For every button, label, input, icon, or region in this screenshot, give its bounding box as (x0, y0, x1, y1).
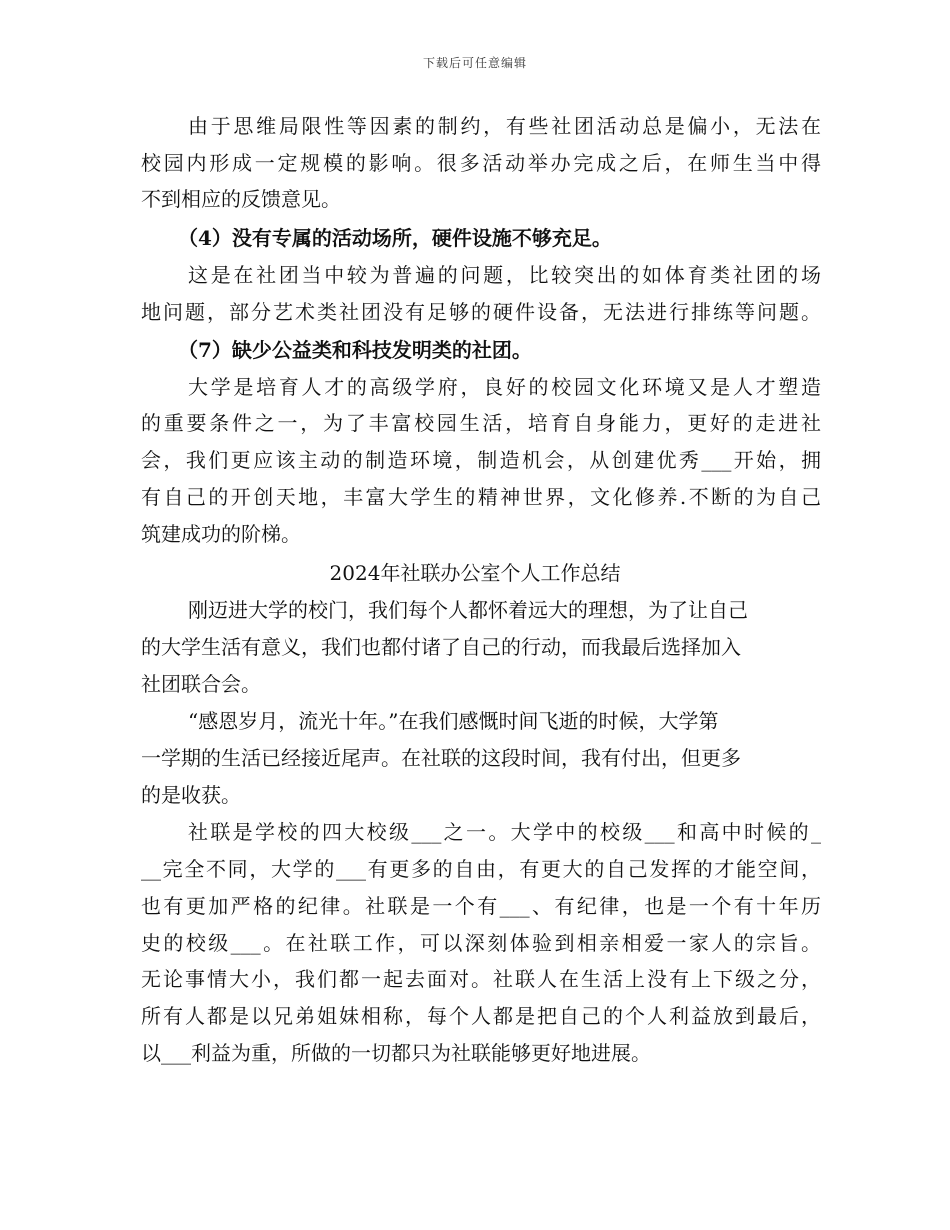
paragraph-line: 大学是培育人才的高级学府，良好的校园文化环境又是人才塑造 (188, 375, 821, 399)
paragraph-line: 一学期的生活已经接近尾声。在社联的这段时间，我有付出，但更多 (141, 746, 741, 770)
document-title: 2024年社联办公室个人工作总结 (329, 561, 621, 585)
paragraph-line: 社联是学校的四大校级___之一。大学中的校级___和高中时候的_ (188, 820, 821, 844)
paragraph-line: 筑建成功的阶梯。 (141, 522, 301, 546)
section-heading: （7）缺少公益类和科技发明类的社团。 (178, 338, 532, 362)
paragraph-line: 由于思维局限性等因素的制约，有些社团活动总是偏小，无法在 (188, 114, 821, 138)
page-header: 下载后可任意编辑 (422, 56, 527, 70)
paragraph-line: “感恩岁月，流光十年。”在我们感慨时间飞逝的时候，大学第 (188, 709, 719, 733)
paragraph-line: 会，我们更应该主动的制造环境，制造机会，从创建优秀___开始，拥 (141, 448, 821, 472)
paragraph-line: 社团联合会。 (141, 672, 261, 696)
paragraph-line: 的重要条件之一，为了丰富校园生活，培育自身能力，更好的走进社 (141, 411, 821, 435)
paragraph-line: 无论事情大小，我们都一起去面对。社联人在生活上没有上下级之分， (141, 967, 821, 991)
paragraph-line: 刚迈进大学的校门，我们每个人都怀着远大的理想，为了让自己 (188, 598, 748, 622)
paragraph-line: 校园内形成一定规模的影响。很多活动举办完成之后，在师生当中得 (141, 151, 821, 175)
paragraph-line: 不到相应的反馈意见。 (141, 187, 341, 211)
paragraph-line: 的大学生活有意义，我们也都付诸了自己的行动，而我最后选择加入 (141, 635, 741, 659)
paragraph-line: 以___利益为重，所做的一切都只为社联能够更好地进展。 (141, 1041, 651, 1065)
paragraph-line: 这是在社团当中较为普遍的问题，比较突出的如体育类社团的场 (188, 263, 821, 287)
paragraph-line: 也有更加严格的纪律。社联是一个有___、有纪律，也是一个有十年历 (141, 894, 821, 918)
paragraph-line: 所有人都是以兄弟姐妹相称，每个人都是把自己的个人利益放到最后， (141, 1004, 821, 1028)
paragraph-line: 史的校级___。在社联工作，可以深刻体验到相亲相爱一家人的宗旨。 (141, 931, 821, 955)
section-heading: （4）没有专属的活动场所，硬件设施不够充足。 (178, 226, 612, 250)
paragraph-line: __完全不同，大学的___有更多的自由，有更大的自己发挥的才能空间， (141, 857, 821, 881)
paragraph-line: 有自己的开创天地，丰富大学生的精神世界，文化修养.不断的为自己 (141, 485, 821, 509)
paragraph-line: 的是收获。 (141, 783, 241, 807)
paragraph-line: 地问题，部分艺术类社团没有足够的硬件设备，无法进行排练等问题。 (141, 300, 821, 324)
